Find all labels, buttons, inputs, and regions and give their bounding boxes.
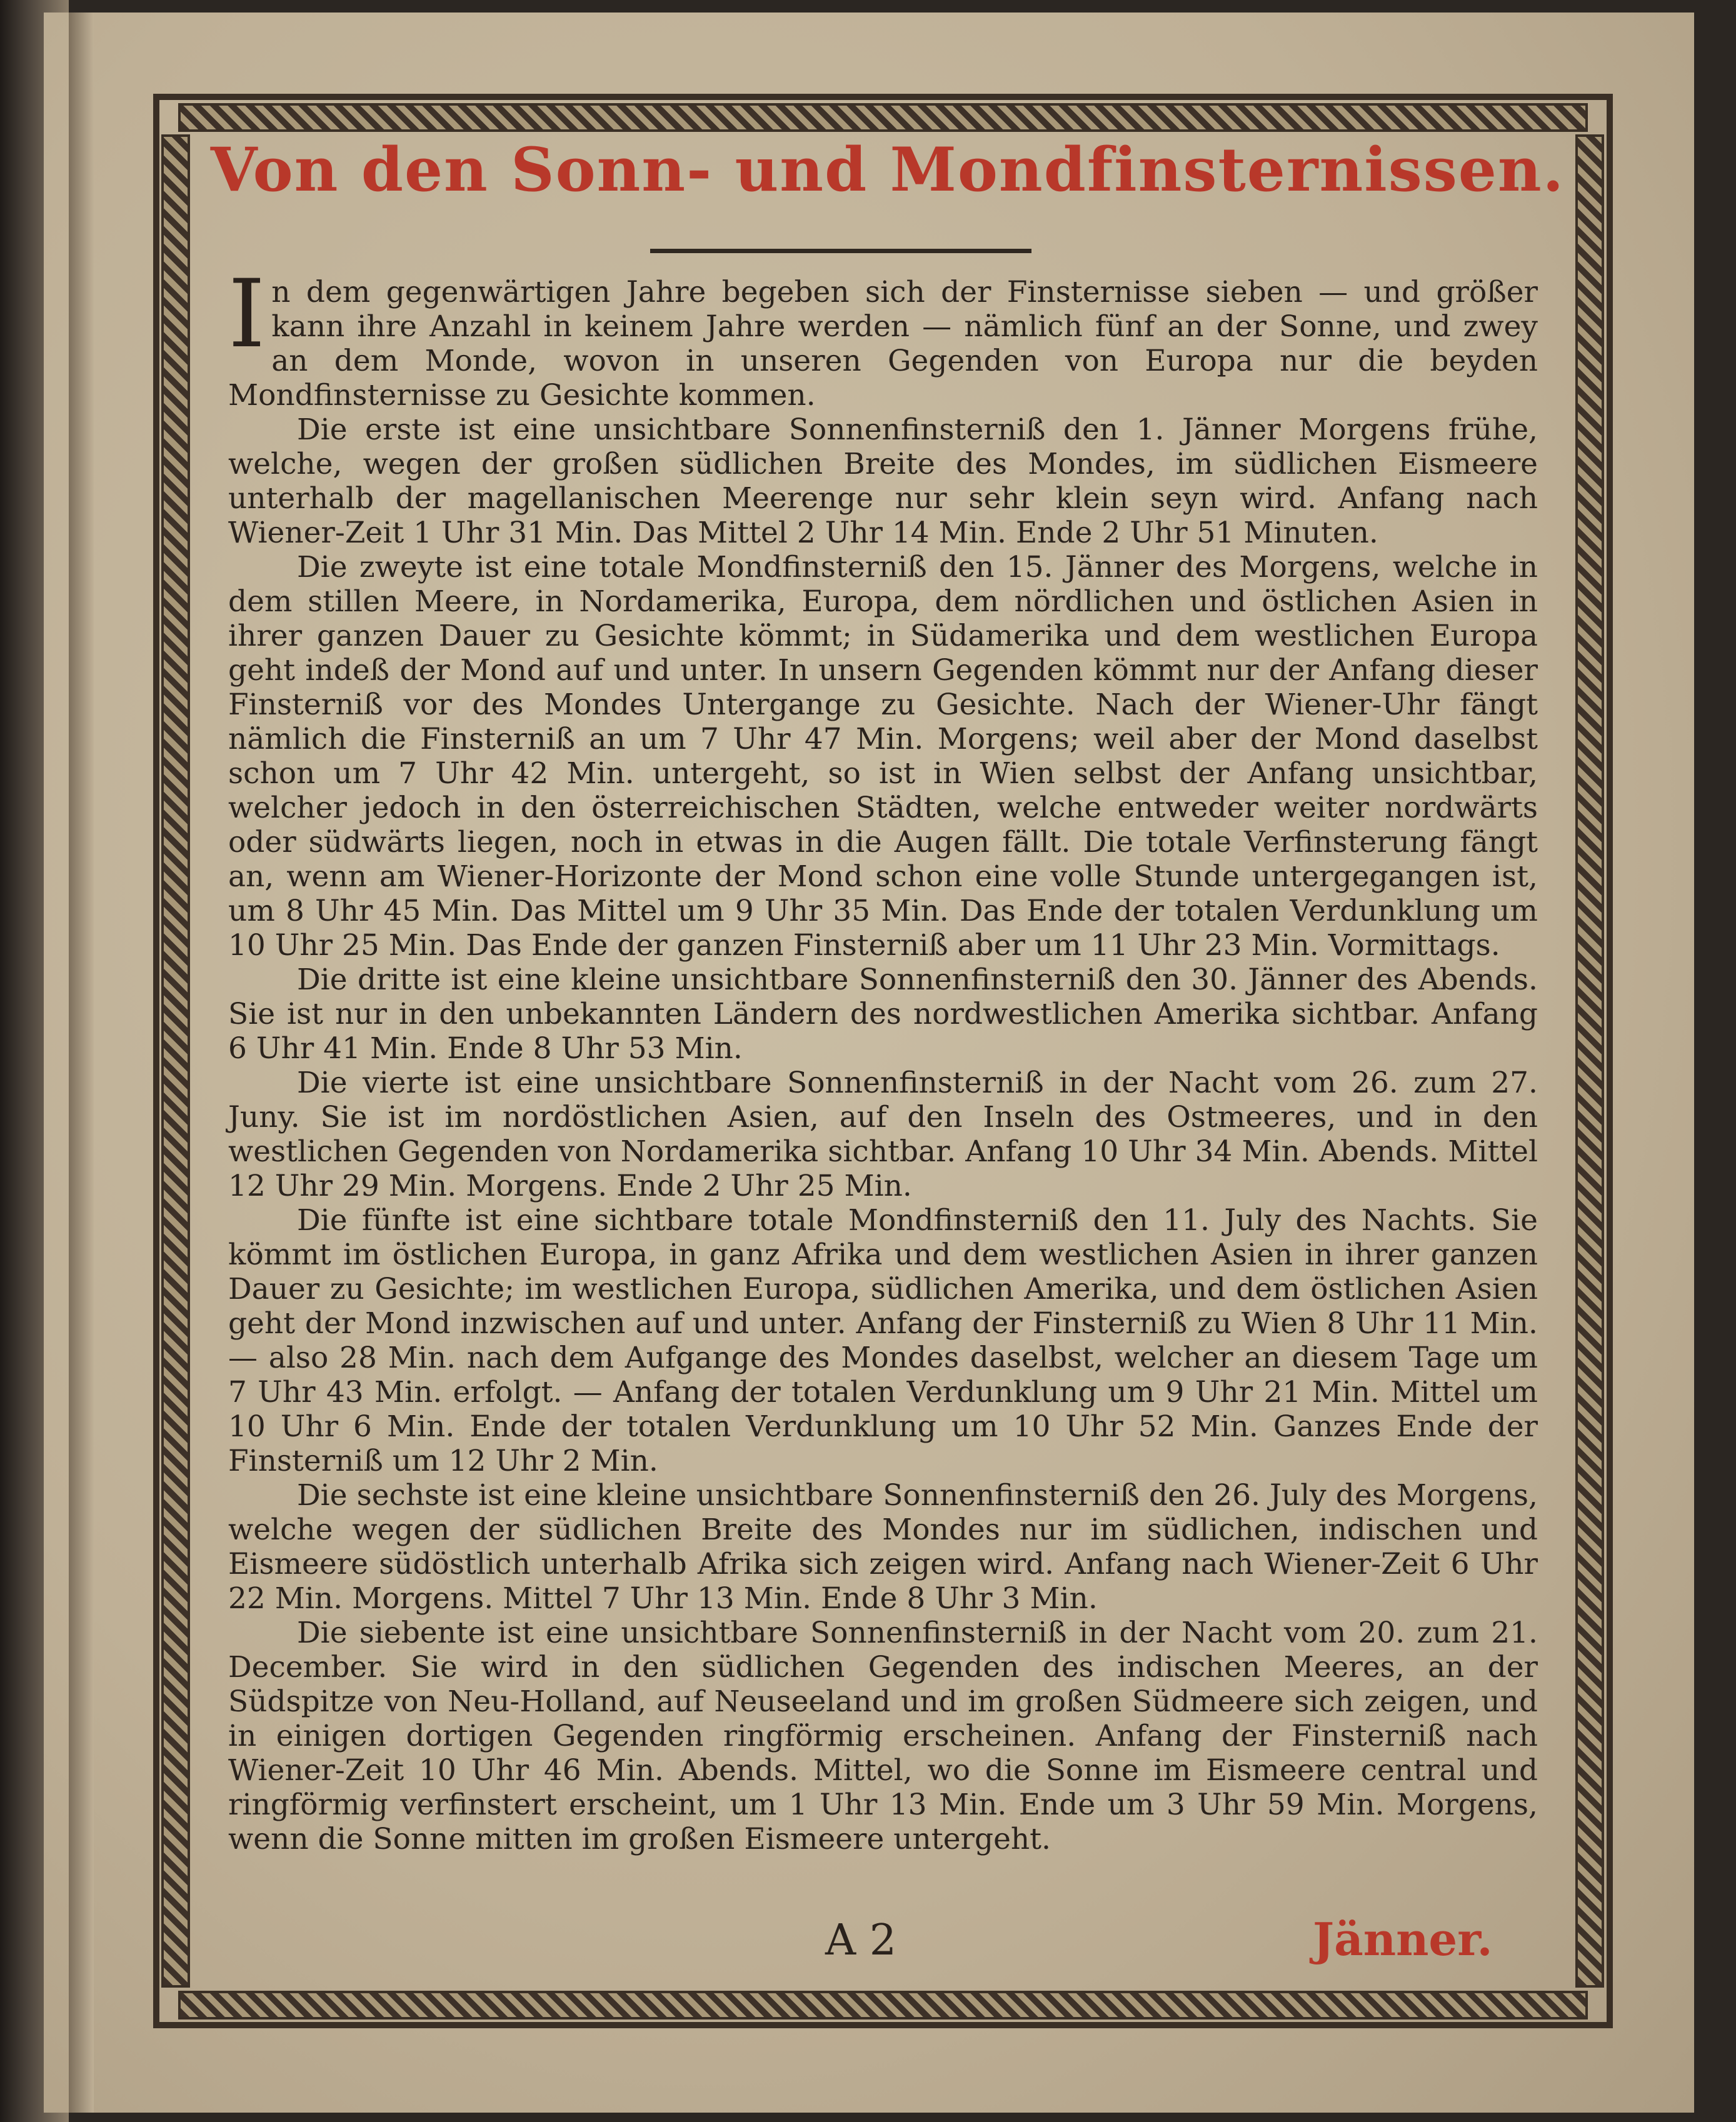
paragraph-eclipse-2: Die zweyte ist eine totale Mondfinsterniß den 15. Jänner des Morgens, welche in dem stillen Meere, in Nordamerika, Europa, dem nördlichen und östlichen Asien in ihrer ganzen Dauer zu Gesichte kömmt; in Südamerika und dem westlichen Europa geht indeß der Mond auf und unter. In unsern Gegenden kömmt nur der Anfang dieser Finsterniß vor des Mondes Untergange zu Gesichte. Nach der Wiener-Uhr fängt nämlich die Finsterniß an um 7 Uhr 47 Min. Morgens; weil aber der Mond daselbst schon um 7 Uhr 42 Min. untergeht, so ist in Wien selbst der Anfang unsichtbar, welcher jedoch in den österreichischen Städten, welche entweder weiter nordwärts oder südwärts liegen, noch in etwas in die Augen fällt. Die totale Verfinsterung fängt an, wenn am Wiener-Horizonte der Mond schon eine volle Stunde untergegangen ist, um 8 Uhr 45 Min. Das Mittel um 9 Uhr 35 Min. Das Ende der totalen Verdunklung um 10 Uhr 25 Min. Das Ende der ganzen Finsterniß aber um 11 Uhr 23 Min. Vormittags.	[228, 550, 1538, 963]
paragraph-intro: In dem gegenwärtigen Jahre begeben sich der Finsternisse sieben — und größer kann ihre Anzahl in keinem Jahre werden — nämlich fünf an der Sonne, und zwey an dem Monde, wovon in unseren Gegenden von Europa nur die beyden Mondfinsternisse zu Gesichte kommen.	[228, 260, 1538, 413]
border-right	[1575, 134, 1604, 1988]
paragraph-eclipse-7: Die siebente ist eine unsichtbare Sonnenfinsterniß in der Nacht vom 20. zum 21. December. Sie wird in den südlichen Gegenden des indischen Meeres, an der Südspitze von Neu-Holland, auf Neuseeland und im großen Südmeere sich zeigen, und in einigen dortigen Gegenden ringförmig erscheinen. Anfang der Finsterniß nach Wiener-Zeit 10 Uhr 46 Min. Abends. Mittel, wo die Sonne im Eismeere central und ringförmig verfinstert erscheint, um 1 Uhr 13 Min. Ende um 3 Uhr 59 Min. Morgens, wenn die Sonne mitten im großen Eismeere untergeht.	[228, 1616, 1538, 1856]
paragraph-eclipse-4: Die vierte ist eine unsichtbare Sonnenfinsterniß in der Nacht vom 26. zum 27. Juny. Sie ist im nordöstlichen Asien, auf den Inseln des Ostmeeres, und in den westlichen Gegenden von Nordamerika sichtbar. Anfang 10 Uhr 34 Min. Abends. Mittel 12 Uhr 29 Min. Morgens. Ende 2 Uhr 25 Min.	[228, 1066, 1538, 1203]
paragraph-eclipse-1: Die erste ist eine unsichtbare Sonnenfinsterniß den 1. Jänner Morgens frühe, welche, wegen der großen südlichen Breite des Mondes, im südlichen Eismeere unterhalb der magellanischen Meerenge nur sehr klein seyn wird. Anfang nach Wiener-Zeit 1 Uhr 31 Min. Das Mittel 2 Uhr 14 Min. Ende 2 Uhr 51 Minuten.	[228, 413, 1538, 550]
catchword: Jänner.	[1313, 1913, 1493, 1966]
title-rule	[650, 249, 1031, 253]
signature-mark: A 2	[825, 1916, 896, 1965]
gutter-shadow	[69, 13, 94, 2113]
border-left	[161, 134, 190, 1988]
border-top	[178, 103, 1588, 132]
paragraph-eclipse-3: Die dritte ist eine kleine unsichtbare Sonnenfinsterniß den 30. Jänner des Abends. Sie ist nur in den unbekannten Ländern des nordwestlichen Amerika sichtbar. Anfang 6 Uhr 41 Min. Ende 8 Uhr 53 Min.	[228, 963, 1538, 1066]
article-body	[228, 260, 1538, 1856]
page-title: Von den Sonn- und Mondfinsternissen.	[210, 134, 1565, 205]
paragraph-eclipse-5: Die fünfte ist eine sichtbare totale Mondfinsterniß den 11. July des Nachts. Sie kömmt im östlichen Europa, in ganz Afrika und dem westlichen Asien in ihrer ganzen Dauer zu Gesichte; im westlichen Europa, südlichen Amerika, und dem östlichen Asien geht der Mond inzwischen auf und unter. Anfang der Finsterniß zu Wien 8 Uhr 11 Min. — also 28 Min. nach dem Aufgange des Mondes daselbst, welcher an diesem Tage um 7 Uhr 43 Min. erfolgt. — Anfang der totalen Verdunklung um 9 Uhr 21 Min. Mittel um 10 Uhr 6 Min. Ende der totalen Verdunklung um 10 Uhr 52 Min. Ganzes Ende der Finsterniß um 12 Uhr 2 Min.	[228, 1203, 1538, 1478]
border-bottom	[178, 1991, 1588, 2019]
paragraph-eclipse-6: Die sechste ist eine kleine unsichtbare Sonnenfinsterniß den 26. July des Morgens, welche wegen der südlichen Breite des Mondes nur im südlichen, indischen und Eismeere südöstlich unterhalb Afrika sich zeigen wird. Anfang nach Wiener-Zeit 6 Uhr 22 Min. Morgens. Mittel 7 Uhr 13 Min. Ende 8 Uhr 3 Min.	[228, 1478, 1538, 1616]
